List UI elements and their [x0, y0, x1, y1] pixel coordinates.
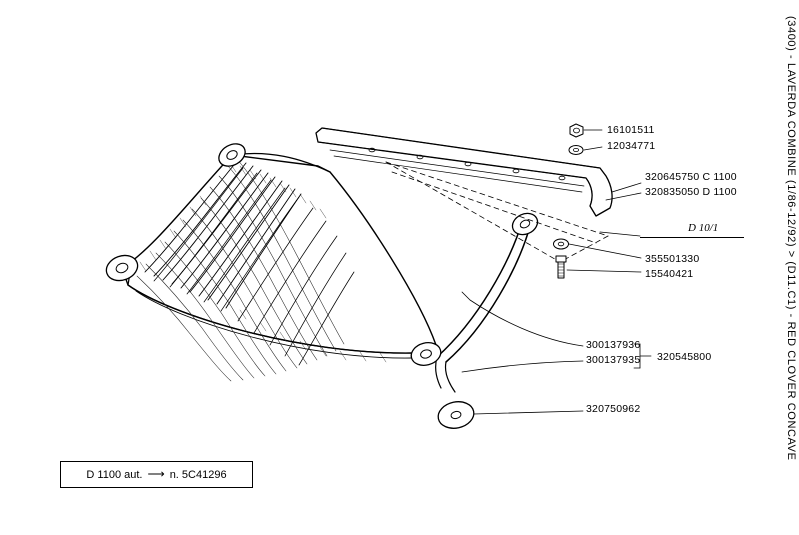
- callout-320750962: 320750962: [586, 403, 641, 415]
- callout-355501330: 355501330: [645, 253, 700, 265]
- sheet-side-title: (3400) - LAVERDA COMBINE (1/86-12/92) > (D11.C1) - RED CLOVER CONCAVE: [785, 16, 797, 461]
- model-reference-box: [60, 461, 253, 488]
- callout-320645750: 320645750 C 1100: [645, 171, 737, 183]
- callout-300137936: 300137936: [586, 339, 641, 351]
- callout-16101511: 16101511: [607, 124, 655, 136]
- callout-320835050: 320835050 D 1100: [645, 186, 737, 198]
- callout-15540421: 15540421: [645, 268, 694, 280]
- arrow-icon: ⟶: [147, 466, 165, 481]
- reference-note: D 10/1: [688, 222, 719, 234]
- callout-320545800: 320545800: [657, 351, 712, 363]
- callout-300137935: 300137935: [586, 354, 641, 366]
- serial-label: n. 5C41296: [169, 468, 227, 481]
- model-label: D 1100 aut.: [86, 468, 143, 481]
- callout-12034771: 12034771: [607, 140, 656, 152]
- reference-note-underline: [640, 237, 744, 238]
